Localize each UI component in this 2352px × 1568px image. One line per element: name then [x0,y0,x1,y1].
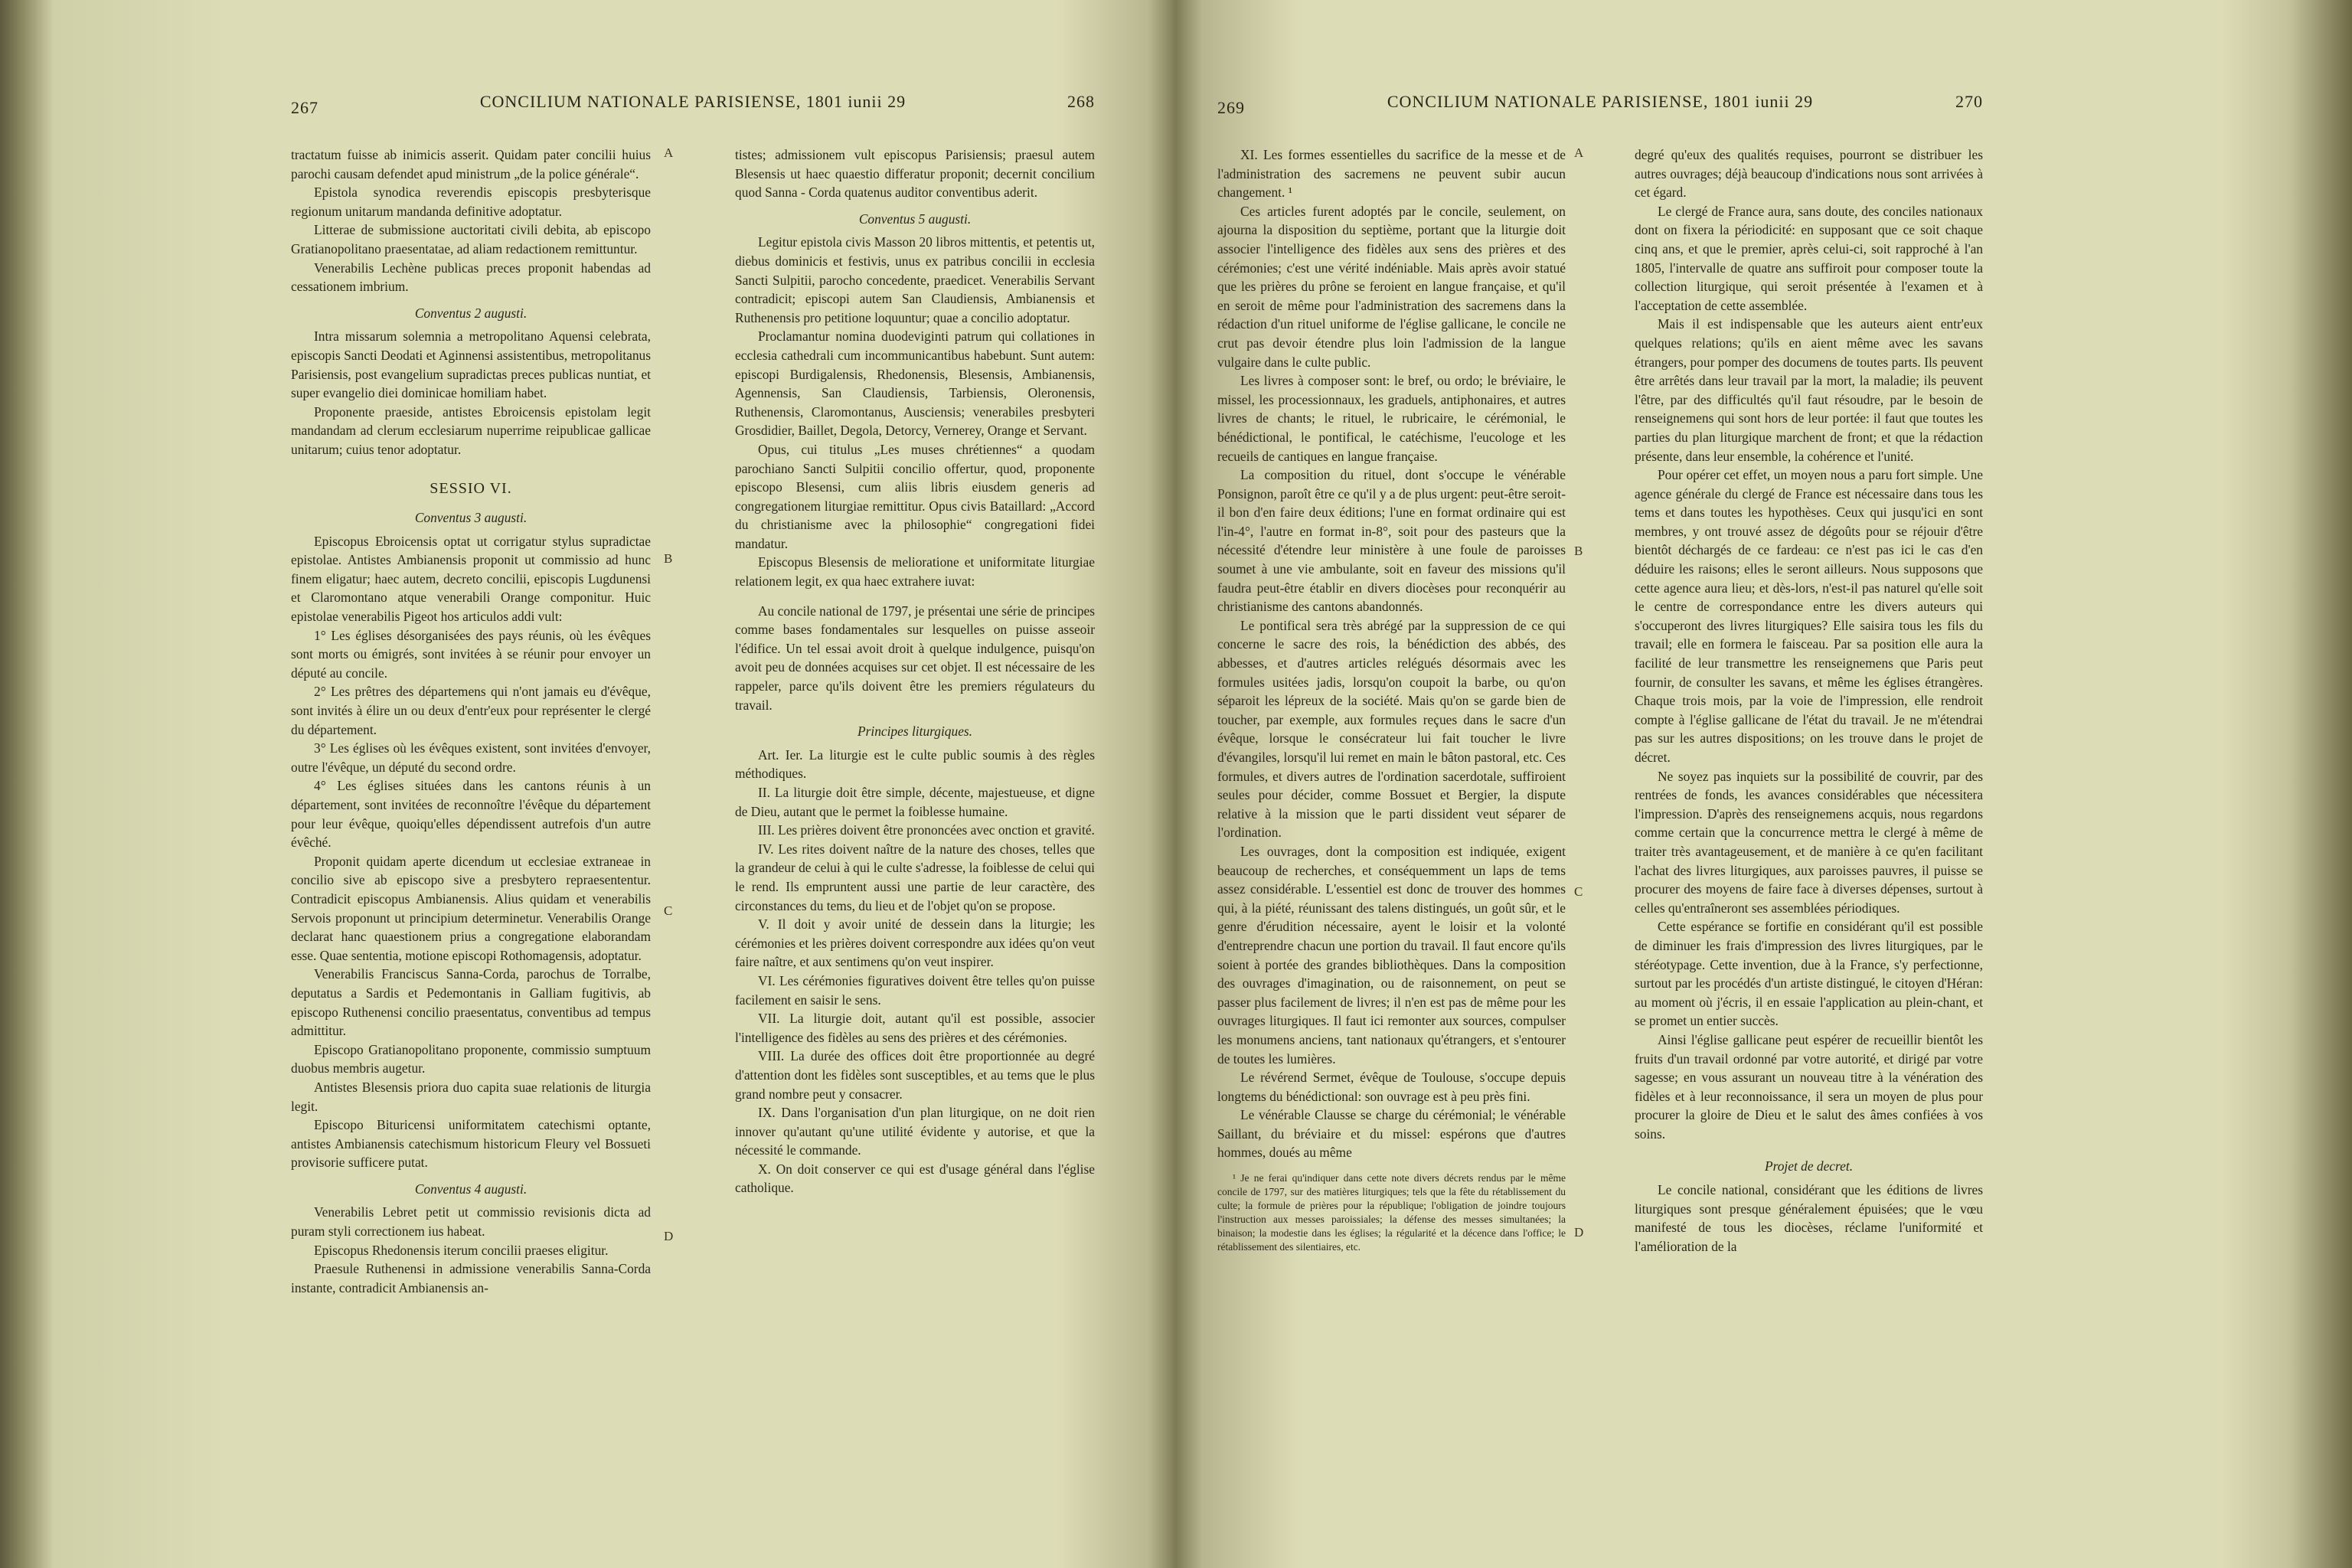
text-column [1217,145,1566,1539]
paragraph: Intra missarum solemnia a metropolitano Aquensi celebrata, episcopis Sancti Deodati et Aginnensi assistentibus, metropolitanus Parisiensis, post evangelium supradictas preces publicas nuntiat, et super evangelio diei dominicae homiliam habet. [291,328,651,401]
section-heading: Conventus 4 augusti. [414,1181,528,1197]
paragraph: Episcopus Rhedonensis iterum concilii praeses eligitur. [314,1242,609,1258]
paragraph: Le vénérable Clausse se charge du cérémonial; le vénérable Saillant, du bréviaire et du missel: espérons que d'autres hommes, doués au même [1217,1107,1566,1161]
paragraph: Le révérend Sermet, évêque de Toulouse, s'occupe depuis longtems du bénédictional: son ouvrage est à peu près fini. [1217,1070,1566,1104]
paragraph: VI. Les cérémonies figuratives doivent être telles qu'on puisse facilement en saisir le sens. [735,972,1095,1008]
paragraph: Pour opérer cet effet, un moyen nous a paru fort simple. Une agence générale du clergé de France est nécessaire dans tous les tems et dans toutes les hypothèses. Ceux qui jusqu'ici en sont membres, y ont trouvé assez de dégoûts pour se réjouir d'être bientôt déchargés de ce fardeau: ce n'est pas ici le cas d'en déduire les raisons; elles le seront ailleurs. Nous supposons que cette agence aura lieu; et dès-lors, n'est-il pas naturel qu'elle soit le centre de correspondance entre les divers auteurs qui s'occuperont des livres liturgiques? Elle saisira tous les fils du travail; elle en formera le faisceau. Par sa position elle aura la facilité de leur transmettre les renseignemens que Paris peut fournir, de consulter les savans, et même les églises étrangères. Chaque trois mois, par la voie de l'impression, elle rendroit compte à l'église gallicane de l'état du travail. Je ne m'étendrai pas sur les autres dispositions; on les trouve dans le projet de décret. [1635,467,1983,765]
margin-mark: C [664,903,673,918]
paragraph: Venerabilis Lebret petit ut commissio revisionis dicta ad puram styli correctionem ius habeat. [291,1204,651,1240]
paragraph: XI. Les formes essentielles du sacrifice de la messe et de l'administration des sacremens ne peuvent subir aucun changement. ¹ [1217,147,1566,201]
paragraph: Litterae de submissione auctoritati civili debita, ab episcopo Gratianopolitano praesentatae, ad aliam redactionem remittuntur. [291,222,651,256]
margin-mark: D [1574,1225,1584,1240]
paragraph: Les ouvrages, dont la composition est indiquée, exigent beaucoup de recherches, et conséquemment un laps de tems assez considérable. L'essentiel est donc de trouver des hommes qui, à la piété, réunissant des talens distingués, un goût sûr, et le genre d'érudition nécessaire, ayent le loisir et la volonté d'entreprendre chacun une portion du travail. Il faut encore qu'ils soient à portée des grandes bibliothèques. Dans la composition des ouvrages d'imagination, ou de raisonnement, on peut se passer plus facilement de livres; il n'en est pas de même pour les ouvrages liturgiques. Il faut ici remonter aux sources, compulser les monumens anciens, tant nationaux qu'étrangers, et s'entourer de toutes les lumières. [1217,843,1566,1067]
paragraph: Au concile national de 1797, je présentai une série de principes comme bases fondamentales sur lesquelles on puisse asseoir l'édifice. Un tel essai avoit droit à quelque indulgence, puisqu'on avoit peu de données acquises sur cet objet. Il est nécessaire de les rappeler, parce qu'ils doivent être les premiers régulateurs du travail. [735,603,1095,713]
paragraph: La composition du rituel, dont s'occupe le vénérable Ponsignon, paroît être ce qu'il y a de plus urgent: peut-être seroit-il bon d'en faire deux éditions; l'une en format ordinaire qui est l'in-4°, l'autre en format in-8°, soit pour des pasteurs que la nécessité d'étendre leur ministère à une foule de paroisses soumet à une vie ambulante, soit en faveur des missions qu'il faudra peut-être établir en divers diocèses pour reconquérir au christianisme des cantons abandonnés. [1217,467,1566,615]
paragraph: Ne soyez pas inquiets sur la possibilité de couvrir, par des rentrées de fonds, les avances considérables que nécessitera l'impression. D'après des renseignemens acquis, nous regardons comme certain que la concurrence mettra le clergé à même de traiter très avantageusement, et de manière à ce qu'en facilitant l'achat des livres liturgiques, aux paroisses pauvres, il puisse se procurer des moyens de faire face à diverses dépenses, surtout à celles qu'entraîneront ses assemblées périodiques. [1635,768,1983,916]
section-heading: Conventus 3 augusti. [414,510,528,526]
section-heading: Principes liturgiques. [857,724,973,740]
paragraph: X. On doit conserver ce qui est d'usage général dans l'église catholique. [735,1161,1095,1196]
paragraph: tractatum fuisse ab inimicis asserit. Quidam pater concilii huius parochi causam defendet apud ministrum „de la police générale“. [291,147,651,181]
page-number: 267 [291,98,318,117]
paragraph: Art. Ier. La liturgie est le culte public soumis à des règles méthodiques. [735,746,1095,782]
paragraph: Le clergé de France aura, sans doute, des conciles nationaux dont on fixera la périodicité: en supposant que ce soit chaque cinq ans, et que le premier, après celui-ci, soit rapproché à l'an 1805, l'intervalle de quatre ans suffiroit pour composer toute la collection liturgique, qui seroit présentée à l'examen et à l'acceptation de cette assemblée. [1635,203,1983,313]
paragraph: Episcopus Blesensis de melioratione et uniformitate liturgiae relationem legit, ex qua haec extrahere iuvat: [735,554,1095,590]
paragraph: Le concile national, considérant que les éditions de livres liturgiques sont presque généralement épuisées; que le vœu manifesté de tous les diocèses, réclame l'uniformité et l'amélioration de la [1635,1182,1983,1254]
paragraph: Episcopus Ebroicensis optat ut corrigatur stylus supradictae epistolae. Antistes Ambianensis proponit ut commissio ad hunc finem eligatur; haec autem, decreto concilii, episcopis Lugdunensi et Claromontano atque venerabili Orange componitur. Huic epistolae venerabilis Pigeot hos articulos addi vult: [291,533,651,625]
running-title: CONCILIUM NATIONALE PARISIENSE, 1801 iunii 29 [1387,92,1814,111]
section-heading: Conventus 2 augusti. [414,305,528,321]
paragraph: III. Les prières doivent être prononcées avec onction et gravité. [758,822,1095,838]
section-heading: SESSIO VI. [430,479,512,497]
paragraph: Episcopo Bituricensi uniformitatem catechismi optante, antistes Ambianensis catechismum historicum Fleury vel Bossueti provisorie sufficere putat. [291,1117,651,1171]
paragraph: 3° Les églises où les évêques existent, sont invitées d'envoyer, outre l'évêque, un député du second ordre. [291,740,651,775]
section-heading: Projet de decret. [1764,1158,1854,1174]
left-page [291,69,1095,1539]
paragraph: V. Il doit y avoir unité de dessein dans la liturgie; les cérémonies et les prières doivent correspondre aux idées qu'on veut faire naître, et aux sentimens qu'on veut inspirer. [735,916,1095,970]
paragraph: 4° Les églises situées dans les cantons réunis à un département, sont invitées de reconnoître l'évêque du département pour leur évêque, quoiqu'elles dépendissent autrefois d'un autre évêché. [291,778,651,851]
margin-mark: C [1574,884,1583,899]
paragraph: II. La liturgie doit être simple, décente, majestueuse, et digne de Dieu, autant que le permet la foiblesse humaine. [735,785,1095,819]
paragraph: Venerabilis Franciscus Sanna-Corda, parochus de Torralbe, deputatus a Sardis et Pedemontanis in Galliam fugitivis, ab episcopo Ruthenensi concilio praesentatus, conventibus ad tempus admittitur. [291,966,651,1039]
paragraph: 1° Les églises désorganisées des pays réunis, où les évêques sont morts ou émigrés, sont invitées à se réunir pour envoyer un député au concile. [291,627,651,681]
margin-mark: A [664,145,674,160]
page-number: 268 [1067,92,1095,111]
paragraph: Les livres à composer sont: le bref, ou ordo; le bréviaire, le missel, les processionnaux, les graduels, antiphonaires, et autres livres de chants; le rituel, le rubricaire, le cérémonial, le bénédictional, le pontifical, le catéchisme, l'eucologe et les recueils de cantiques en langue française. [1217,373,1566,464]
paragraph: Proponit quidam aperte dicendum ut ecclesiae extraneae in concilio sive ab episcopo sive a presbytero repraesententur. Contradicit episcopus Ambianensis. Alius quidam et venerabilis Servois proponunt ut principium determinetur. Venerabilis Orange declarat hanc quaestionem prius a congregatione elaborandam esse. Quae sententia, motione episcopi Rothomagensis, adoptatur. [291,853,651,963]
section-heading: Conventus 5 augusti. [858,211,972,227]
footnote: ¹ Je ne ferai qu'indiquer dans cette note divers décrets rendus par le même concile de 1797, sur des matières liturgiques; tels que la fête du rétablissement du culte; la formule de prières pour la république; l'obligation de joindre toujours l'instruction aux messes paroissiales; la défense des messes simultanées; la binaison; la modestie dans les églises; la régularité et la décence dans l'office; le rétablissement des silentiaires, etc. [1217,1172,1566,1253]
margin-mark: D [664,1229,674,1243]
paragraph: Ainsi l'église gallicane peut espérer de recueillir bientôt les fruits d'un travail ordonné par votre autorité, et dirigé par votre sagesse; en vous assurant un nouveau titre à la vénération des fidèles et à leur reconnoissance, il sera un moyen de plus pour procurer la gloire de Dieu et le salut des âmes confiées à vos soins. [1635,1031,1983,1142]
text-column [1635,145,1983,1539]
paragraph: Proponente praeside, antistes Ebroicensis epistolam legit mandandam ad clerum ecclesiarum nuperrime reipublicae gallicae unitarum; cuius tenor adoptatur. [291,403,651,457]
paragraph: Antistes Blesensis priora duo capita suae relationis de liturgia legit. [291,1079,651,1114]
page-number: 270 [1955,92,1983,111]
running-title: CONCILIUM NATIONALE PARISIENSE, 1801 iunii 29 [479,92,906,111]
paragraph: degré qu'eux des qualités requises, pourront se distribuer les autres ouvrages; déjà beaucoup d'indications nous sont arrivées à cet égard. [1635,147,1983,201]
paragraph: Episcopo Gratianopolitano proponente, commissio sumptuum duobus membris augetur. [291,1041,651,1076]
paragraph: tistes; admissionem vult episcopus Parisiensis; praesul autem Blesensis ut haec quaestio differatur proponit; decernit concilium quod Sanna - Corda quatenus auditor conventibus aderit. [735,147,1095,201]
paragraph: Venerabilis Lechène publicas preces proponit habendas ad cessationem imbrium. [291,260,651,295]
right-page [1217,69,1983,1539]
paragraph: 2° Les prêtres des départemens qui n'ont jamais eu d'évêque, sont invités à élire un ou deux d'entr'eux pour représenter le clergé du département. [291,684,651,737]
paragraph: Ces articles furent adoptés par le concile, seulement, on ajourna la disposition du septième, portant que la liturgie doit associer l'intelligence des fidèles aux sens des prières et des cérémonies; c'est une vérité indéniable. Mais après avoir statué que les prières du prône se feroient en langue française, et qu'il en seroit de même pour l'administration des sacremens dans la rédaction d'un rituel uniforme de l'église gallicane, le concile ne crut pas devoir étendre plus loin l'admission de la langue vulgaire dans le culte public. [1217,203,1566,370]
paragraph: Proclamantur nomina duodeviginti patrum qui collationes in ecclesia cathedrali cum incommunicantibus habebunt. Sunt autem: episcopi Burdigalensis, Rhedonensis, Blesensis, Ambianensis, Agennensis, San Claudiensis, Tarbiensis, Oleronensis, Ruthenensis, Claromontanus, Ausciensis; venerabiles presbyteri Grosdidier, Baillet, Degola, Detorcy, Vernerey, Orange et Servant. [735,328,1095,439]
margin-mark: B [664,551,673,566]
text-column [735,145,1095,1539]
page-header [1217,92,1983,122]
margin-mark: A [1574,145,1584,160]
paragraph: Cette espérance se fortifie en considérant qu'il est possible de diminuer les frais d'impression des livres liturgiques, par le stéréotypage. Cette invention, due à la France, s'y perfectionne, surtout par les procédés d'un artiste distingué, le citoyen d'Héran: au moment où j'écris, il en essaie l'application au plein-chant, et se promet un entier succès. [1635,919,1983,1029]
paragraph: Epistola synodica reverendis episcopis presbyterisque regionum unitarum mandanda definitive adoptatur. [291,185,651,219]
page-header [291,92,1095,122]
paragraph: Mais il est indispensable que les auteurs aient entr'eux quelques relations; qu'ils en aient même avec les savans étrangers, pour pomper des documens de toutes parts. Ils peuvent être arrêtés dans leur travail par la mort, la maladie; ils peuvent l'être, par des difficultés qu'il faut résoudre, par le besoin de renseignemens qui sont hors de leur portée: il faut que toutes les parties du plan liturgique marchent de front; et que la rédaction présente, dans leur ensemble, la cohérence et l'unité. [1635,316,1983,464]
text-column [291,145,651,1539]
margin-mark: B [1574,544,1583,558]
paragraph: VIII. La durée des offices doit être proportionnée au degré d'attention dont les fidèles sont susceptibles, et au tems que le plus grand nombre peut y consacrer. [735,1048,1095,1102]
paragraph: Opus, cui titulus „Les muses chrétiennes“ a quodam parochiano Sancti Sulpitii concilio offertur, quod, proponente episcopo Blesensi, cum aliis libris eiusdem generis ad congregationem liturgiae remittitur. Opus civis Bataillard: „Accord du christianisme avec la philosophie“ congregationi fidei mandatur. [735,441,1095,551]
paragraph: IV. Les rites doivent naître de la nature des choses, telles que la grandeur de celui à qui le culte s'adresse, la foiblesse de celui qui le rend. Ils empruntent aussi une partie de leur caractère, des circonstances du tems, du lieu et de l'objet qu'on se propose. [735,841,1095,913]
paragraph: Praesule Ruthenensi in admissione venerabilis Sanna-Corda instante, contradicit Ambianensis an- [291,1261,651,1295]
paragraph: Legitur epistola civis Masson 20 libros mittentis, et petentis ut, diebus dominicis et festivis, unus ex patribus concilii in ecclesia Sancti Sulpitii, parocho concedente, praedicet. Venerabilis Servant contradicit; episcopi autem San Claudiensis, Ambianensis et Ruthenensis pro petitione loquuntur; quae a concilio adoptatur. [735,234,1095,325]
paragraph: VII. La liturgie doit, autant qu'il est possible, associer l'intelligence des fidèles au sens des prières et des cérémonies. [735,1011,1095,1045]
paragraph: Le pontifical sera très abrégé par la suppression de ce qui concerne le sacre des rois, la bénédiction des abbés, des abbesses, et d'autres articles relégués désormais avec les formules usitées jadis, lorsqu'on coupoit la barbe, ou qu'on séparoit les lépreux de la société. Mais qu'on se garde bien de toucher, par exemple, aux formules reçues dans le sacre d'un évêque, lorsque le consécrateur lui fait toucher le livre d'évangiles, lorsqu'il lui remet en main le bâton pastoral, etc. Ces formules, et divers autres de l'ordination sacerdotale, suffiroient seules pour décider, comme Bossuet et Bergier, la dispute relative à la mission que le parti dissident veut séparer de l'ordination. [1217,617,1566,841]
paragraph: IX. Dans l'organisation d'un plan liturgique, on ne doit rien innover qu'autant qu'une utilité évidente y autorise, et que la nécessité le commande. [735,1105,1095,1158]
page-number: 269 [1217,98,1245,117]
